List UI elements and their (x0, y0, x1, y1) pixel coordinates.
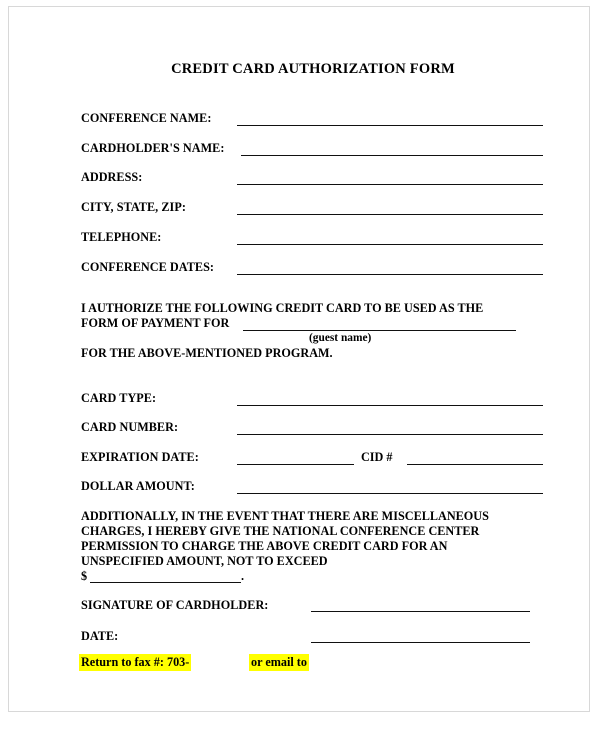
field-blank-cardholder-name[interactable] (241, 155, 543, 156)
field-blank-dollar-amount[interactable] (237, 493, 543, 494)
field-label-cid: CID # (361, 450, 393, 464)
footer-email-highlight: or email to (251, 655, 307, 669)
field-blank-address[interactable] (237, 184, 543, 185)
authorization-blank-guest-name[interactable] (243, 330, 516, 331)
field-label-telephone: TELEPHONE: (81, 230, 162, 244)
authorization-line-1: I AUTHORIZE THE FOLLOWING CREDIT CARD TO BE USED AS THE (81, 301, 484, 315)
field-blank-not-to-exceed[interactable] (90, 582, 241, 583)
field-label-conference-name: CONFERENCE NAME: (81, 111, 212, 125)
field-label-signature: SIGNATURE OF CARDHOLDER: (81, 598, 269, 612)
field-blank-card-number[interactable] (237, 434, 543, 435)
field-label-date: DATE: (81, 629, 119, 643)
field-label-dollar-amount: DOLLAR AMOUNT: (81, 479, 195, 493)
field-label-cardholder-name: CARDHOLDER'S NAME: (81, 141, 225, 155)
footer-fax-highlight: Return to fax #: 703- (81, 655, 190, 669)
authorization-line-2: FORM OF PAYMENT FOR (81, 316, 230, 330)
field-label-address: ADDRESS: (81, 170, 143, 184)
field-blank-expiration-date[interactable] (237, 464, 354, 465)
field-label-expiration-date: EXPIRATION DATE: (81, 450, 199, 464)
field-blank-telephone[interactable] (237, 244, 543, 245)
field-label-city-state-zip: CITY, STATE, ZIP: (81, 200, 186, 214)
field-blank-city-state-zip[interactable] (237, 214, 543, 215)
page-title: CREDIT CARD AUTHORIZATION FORM (171, 61, 455, 77)
field-blank-conference-name[interactable] (237, 125, 543, 126)
additional-charges-line-2: CHARGES, I HEREBY GIVE THE NATIONAL CONFERENCE CENTER (81, 524, 480, 538)
field-label-card-number: CARD NUMBER: (81, 420, 179, 434)
page-sheet (8, 6, 590, 712)
field-blank-conference-dates[interactable] (237, 274, 543, 275)
authorization-line-3: FOR THE ABOVE-MENTIONED PROGRAM. (81, 346, 333, 360)
field-blank-signature[interactable] (311, 611, 530, 612)
additional-charges-line-1: ADDITIONALLY, IN THE EVENT THAT THERE ARE MISCELLANEOUS (81, 509, 489, 523)
field-label-card-type: CARD TYPE: (81, 391, 157, 405)
field-blank-date[interactable] (311, 642, 530, 643)
field-blank-card-type[interactable] (237, 405, 543, 406)
field-label-conference-dates: CONFERENCE DATES: (81, 260, 215, 274)
guest-name-note: (guest name) (309, 332, 372, 344)
additional-charges-line-4: UNSPECIFIED AMOUNT, NOT TO EXCEED (81, 554, 328, 568)
currency-symbol: $ (81, 569, 88, 583)
field-blank-cid[interactable] (407, 464, 543, 465)
additional-charges-line-3: PERMISSION TO CHARGE THE ABOVE CREDIT CARD FOR AN (81, 539, 448, 553)
sentence-terminator: . (241, 569, 245, 583)
